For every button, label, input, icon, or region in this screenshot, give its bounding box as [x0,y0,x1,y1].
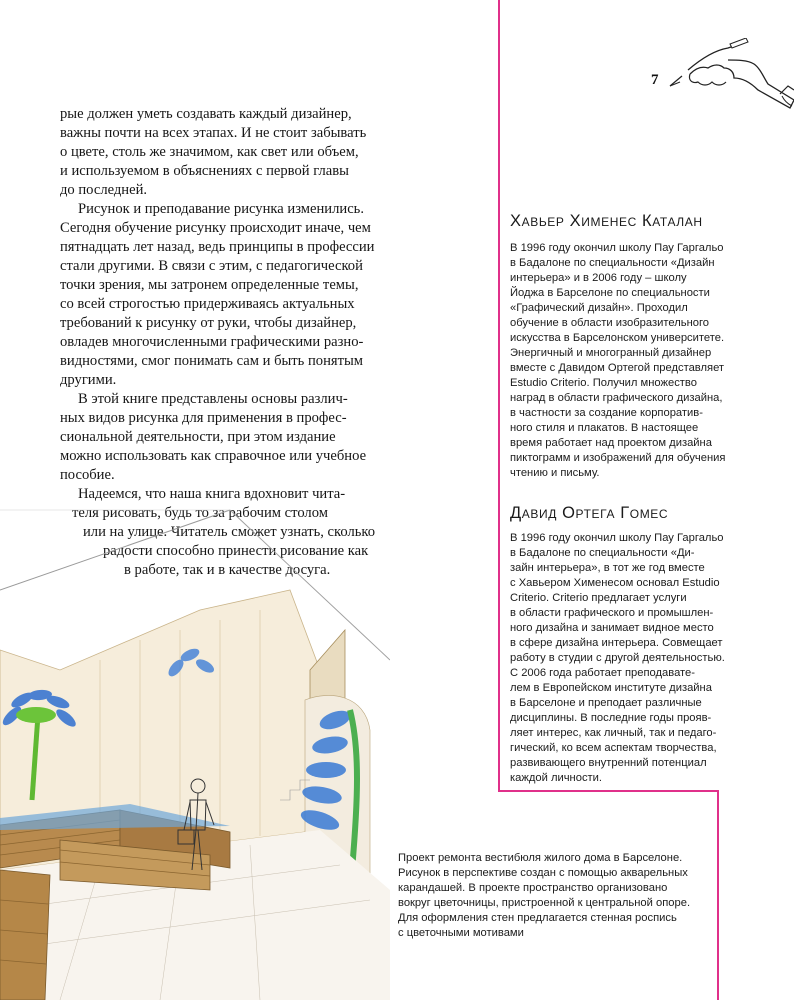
bio-line: ляет интерес, как личный, так и педаго- [510,727,717,739]
text-line: овладев многочисленными графическими разно- [60,334,364,350]
bio-line: в Бадалоне по специальности «Дизайн [510,257,715,269]
text-line: со всей строгостью придерживаясь актуальных [60,296,355,312]
text-line: до последней. [60,182,148,198]
page-number: 7 [651,72,659,88]
bio-line: работу в студии с другой деятельностью. [510,652,725,664]
bio-line: «Графический дизайн». Проходил [510,302,688,314]
bio-line: гический, ко всем аспектам творчества, [510,742,717,754]
bio-line: пиктограмм и изображений для обучения [510,452,726,464]
text-line: В этой книге представлены основы различ- [78,391,348,407]
text-line: пособие. [60,467,115,483]
bio-line: лем в Европейском институте дизайна [510,682,712,694]
caption-line: Для оформления стен предлагается стенная роспись [398,912,677,924]
pink-frame-horizontal [498,790,719,792]
text-line: рые должен уметь создавать каждый дизайнер, [60,106,352,122]
bio-line: В 1996 году окончил школу Пау Гаргальо [510,532,724,544]
bio-line: в Бадалоне по специальности «Ди- [510,547,695,559]
bio-line: зайн интерьера», в тот же год вместе [510,562,705,574]
bio-line: С 2006 года работает преподавате- [510,667,696,679]
caption-line: Проект ремонта вестибюля жилого дома в Барселоне. [398,852,683,864]
bio-line: ного стиля и плакатов. В настоящее [510,422,699,434]
bio-line: Criterio. Criterio предлагает услуги [510,592,687,604]
text-line: в работе, так и в качестве досуга. [124,562,331,578]
pink-frame-vertical-bottom [717,790,719,1000]
interior-perspective-illustration [0,470,390,1000]
bio-line: Йоджа в Барселоне по специальности [510,287,710,299]
text-line: и используемом в объяснениях с первой главы [60,163,349,179]
bio-line: вместе с Давидом Ортегой представляет [510,362,725,374]
bio-line: время работает над проектом дизайна [510,437,712,449]
text-line: точки зрения, мы затронем определенные темы, [60,277,359,293]
text-line: можно использовать как справочное или учебное [60,448,367,464]
text-line: требований к рисунку от руки, чтобы дизайнер, [60,315,357,331]
text-line: Надеемся, что наша книга вдохновит чита- [78,486,346,502]
bio-line: дисциплины. В последние годы прояв- [510,712,712,724]
bio-line: Энергичный и многогранный дизайнер [510,347,712,359]
bio-line: в области графического и промышлен- [510,607,714,619]
hand-drawing-icon [668,38,794,110]
text-line: ных видов рисунка для применения в профес- [60,410,347,426]
caption-line: карандашей. В проекте пространство организовано [398,882,668,894]
bio-line: В 1996 году окончил школу Пау Гаргальо [510,242,724,254]
text-line: важны почти на всех этапах. И не стоит забывать [60,125,367,141]
bio-name: Хавьер Хименес Каталан [510,212,703,230]
text-line: теля рисовать, будь то за рабочим столом [72,505,328,521]
bio-line: чтению и письму. [510,467,600,479]
bio-line: развивающего внутренний потенциал [510,757,707,769]
bio-line: с Хавьером Хименесом основал Estudio [510,577,720,589]
text-line: другими. [60,372,117,388]
text-line: сиональной деятельности, при этом издание [60,429,336,445]
text-line: о цвете, столь же значимом, как свет или объем, [60,144,359,160]
bio-line: искусства в Барселонском университете. [510,332,725,344]
bio-line: в сфере дизайна интерьера. Совмещает [510,637,723,649]
text-line: Рисунок и преподавание рисунка изменились. [78,201,364,217]
pink-frame-vertical-top [498,0,500,792]
text-line: видностями, смог понимать сам и быть понятым [60,353,364,369]
bio-line: каждой личности. [510,772,603,784]
text-line: стали другими. В связи с этим, с педагогической [60,258,363,274]
caption-line: с цветочными мотивами [398,927,524,939]
caption-line: Рисунок в перспективе создан с помощью акварельных [398,867,688,879]
bio-line: в частности за создание корпоратив- [510,407,703,419]
bio-line: интерьера» и в 2006 году – школу [510,272,687,284]
bio-line: обучение в области изобразительного [510,317,710,329]
text-line: или на улице. Читатель сможет узнать, сколько [83,524,376,540]
bio-line: Estudio Criterio. Получил множество [510,377,697,389]
bio-name: Давид Ортега Гомес [510,504,669,522]
caption-line: вокруг цветочницы, пристроенной к центральной опоре. [398,897,691,909]
text-line: пятнадцать лет назад, ведь принципы в профессии [60,239,375,255]
bio-line: ного дизайна и занимает видное место [510,622,714,634]
bio-line: наград в области графического дизайна, [510,392,723,404]
text-line: Сегодня обучение рисунку происходит иначе, чем [60,220,371,236]
bio-line: в Барселоне и преподает различные [510,697,702,709]
text-line: радости способно принести рисование как [103,543,369,559]
